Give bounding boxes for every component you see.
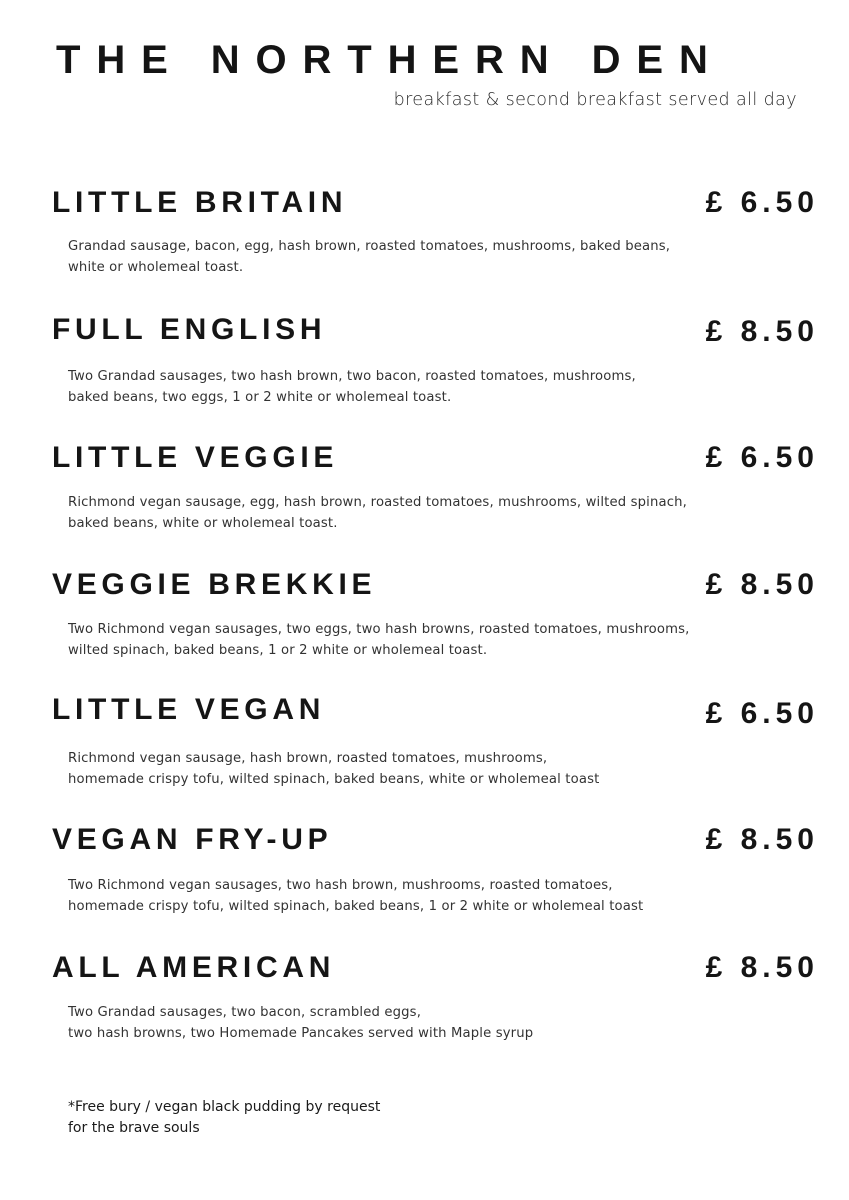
menu-item-description — [68, 366, 768, 408]
menu-item-name: LITTLE VEGGIE — [52, 441, 339, 474]
menu-item — [0, 823, 849, 943]
description-line: Grandad sausage, bacon, egg, hash brown, roasted tomatoes, mushrooms, baked beans, — [68, 239, 671, 254]
description-line: Two Richmond vegan sausages, two eggs, two hash browns, roasted tomatoes, mushrooms, — [68, 622, 690, 637]
description-line: Two Richmond vegan sausages, two hash brown, mushrooms, roasted tomatoes, — [68, 878, 613, 893]
description-line: Two Grandad sausages, two hash brown, two bacon, roasted tomatoes, mushrooms, — [68, 369, 636, 384]
description-line: Two Grandad sausages, two bacon, scrambled eggs, — [68, 1005, 422, 1020]
description-line: Richmond vegan sausage, egg, hash brown, roasted tomatoes, mushrooms, wilted spinach, — [68, 495, 687, 510]
menu-item-description — [68, 492, 768, 534]
restaurant-tagline: breakfast & second breakfast served all day — [393, 90, 797, 110]
menu-item — [0, 951, 849, 1071]
description-line: Richmond vegan sausage, hash brown, roasted tomatoes, mushrooms, — [68, 751, 548, 766]
menu-item — [0, 186, 849, 306]
description-line: homemade crispy tofu, wilted spinach, baked beans, 1 or 2 white or wholemeal toast — [68, 899, 644, 914]
menu-item-price: £ 8.50 — [705, 951, 819, 984]
description-line: wilted spinach, baked beans, 1 or 2 white or wholemeal toast. — [68, 643, 488, 658]
restaurant-title: THE NORTHERN DEN — [56, 38, 724, 82]
menu-item-price: £ 6.50 — [705, 186, 819, 219]
menu-item — [0, 568, 849, 688]
menu-item — [0, 693, 849, 813]
menu-item-price: £ 8.50 — [705, 315, 819, 348]
menu-item-name: LITTLE BRITAIN — [52, 186, 348, 219]
menu-item-description — [68, 236, 768, 278]
menu-item-description — [68, 619, 768, 661]
description-line: baked beans, white or wholemeal toast. — [68, 516, 338, 531]
menu-item-name: LITTLE VEGAN — [52, 693, 326, 726]
menu-item-description — [68, 875, 768, 917]
menu-item-description — [68, 748, 768, 790]
menu-item-name: FULL ENGLISH — [52, 313, 327, 346]
description-line: two hash browns, two Homemade Pancakes served with Maple syrup — [68, 1026, 534, 1041]
menu-item-name: VEGGIE BREKKIE — [52, 568, 377, 601]
footnote-line: for the brave souls — [68, 1120, 200, 1136]
menu-item-name: VEGAN FRY-UP — [52, 823, 333, 856]
menu-item — [0, 441, 849, 561]
menu-item — [0, 313, 849, 433]
menu-item-price: £ 6.50 — [705, 697, 819, 730]
menu-item-name: ALL AMERICAN — [52, 951, 336, 984]
menu-item-price: £ 6.50 — [705, 441, 819, 474]
menu-item-price: £ 8.50 — [705, 823, 819, 856]
footnote — [68, 1097, 380, 1139]
footnote-line: *Free bury / vegan black pudding by request — [68, 1099, 381, 1115]
menu-item-description — [68, 1002, 768, 1044]
description-line: homemade crispy tofu, wilted spinach, baked beans, white or wholemeal toast — [68, 772, 600, 787]
description-line: white or wholemeal toast. — [68, 260, 244, 275]
description-line: baked beans, two eggs, 1 or 2 white or wholemeal toast. — [68, 390, 452, 405]
menu-item-price: £ 8.50 — [705, 568, 819, 601]
